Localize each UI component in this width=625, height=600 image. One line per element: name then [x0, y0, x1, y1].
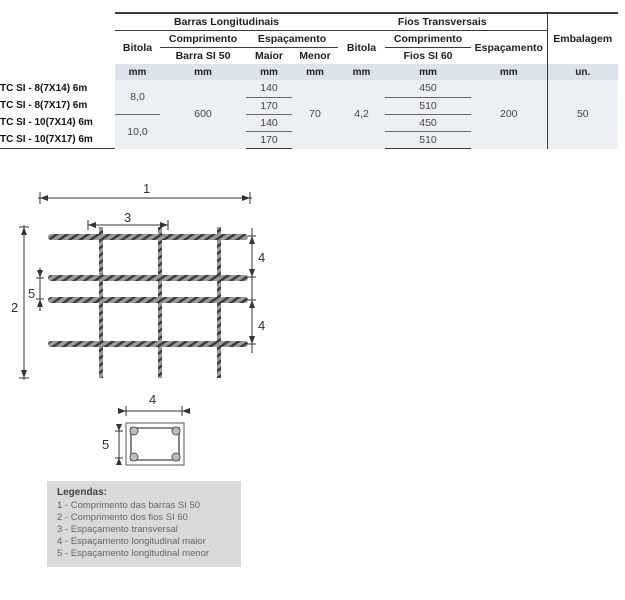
comprimento-fios: 450 [385, 114, 471, 131]
bitola-trans: 4,2 [338, 80, 385, 149]
unit-cell: mm [160, 64, 246, 80]
longitudinal-bar [48, 341, 248, 347]
unit-cell: mm [338, 64, 385, 80]
unit-cell: mm [471, 64, 547, 80]
header-barra-si50: Barra SI 50 [175, 50, 231, 62]
header-fios-si60: Fios SI 60 [403, 50, 453, 62]
row-label: TC SI - 8(7X14) 6m [0, 83, 88, 94]
legend-item: 1 - Comprimento das barras SI 50 [57, 500, 201, 511]
header-espacamento-trans: Espaçamento [471, 31, 547, 65]
dim-label-3: 3 [124, 210, 132, 225]
cross-section [126, 423, 184, 465]
bar-section [130, 453, 138, 461]
header-bitola-long: Bitola [122, 41, 153, 54]
row-label: TC SI - 8(7X17) 6m [0, 100, 88, 111]
legend-item: 3 - Espaçamento transversal [57, 524, 178, 535]
spec-table [0, 12, 618, 149]
dim-label-2: 2 [11, 300, 19, 315]
longitudinal-bar [48, 297, 248, 303]
espacamento-maior: 170 [246, 131, 292, 149]
legend-item: 2 - Comprimento dos fios SI 60 [57, 512, 188, 523]
espacamento-maior: 170 [246, 97, 292, 114]
section-label-4: 4 [149, 392, 157, 407]
header-comprimento-trans: Comprimento [385, 31, 471, 48]
group-transversal: Fios Transversais [338, 13, 547, 31]
bar-section [172, 427, 180, 435]
espacamento-maior: 140 [246, 80, 292, 97]
dimension-2 [19, 225, 29, 380]
unit-cell: un. [547, 64, 618, 80]
longitudinal-bar [48, 275, 248, 281]
bar-section [130, 427, 138, 435]
header-espacamento-long: Espaçamento [246, 31, 338, 48]
longitudinal-bar [48, 234, 248, 240]
header-maior: Maior [254, 50, 283, 62]
dim-label-5: 5 [28, 286, 36, 301]
header-embalagem: Embalagem [547, 13, 618, 64]
unit-cell: mm [292, 64, 338, 80]
comprimento-fios: 450 [385, 80, 471, 97]
section-label-5: 5 [102, 437, 110, 452]
espacamento-menor: 70 [292, 80, 338, 149]
dim-label-4: 4 [258, 318, 266, 333]
espacamento-trans: 200 [471, 80, 547, 149]
unit-cell: mm [246, 64, 292, 80]
bitola-8: 8,0 [115, 80, 160, 114]
dim-label-4: 4 [258, 250, 266, 265]
row-label: TC SI - 10(7X17) 6m [0, 131, 115, 149]
legend-title: Legendas: [57, 487, 108, 498]
header-menor: Menor [299, 50, 331, 62]
comprimento-barra: 600 [160, 80, 246, 149]
group-longitudinal: Barras Longitudinais [115, 13, 338, 31]
dimension-5 [36, 268, 44, 311]
unit-cell: mm [385, 64, 471, 80]
row-label: TC SI - 10(7X14) 6m [0, 117, 93, 128]
bar-section [172, 453, 180, 461]
espacamento-maior: 140 [246, 114, 292, 131]
section-dimension-5 [115, 424, 123, 465]
legend-box [47, 481, 241, 567]
header-bitola-trans: Bitola [346, 41, 377, 54]
legend-item: 4 - Espaçamento longitudinal maior [57, 536, 206, 547]
mesh-diagram [0, 170, 300, 475]
header-comprimento-long: Comprimento [160, 31, 246, 48]
legend-item: 5 - Espaçamento longitudinal menor [57, 548, 210, 559]
section-dimension-4 [118, 406, 190, 416]
embalagem: 50 [547, 80, 618, 149]
bitola-10: 10,0 [115, 114, 160, 149]
dim-label-1: 1 [143, 181, 151, 196]
dimension-4 [248, 228, 256, 353]
unit-cell: mm [115, 64, 160, 80]
comprimento-fios: 510 [385, 131, 471, 149]
comprimento-fios: 510 [385, 97, 471, 114]
